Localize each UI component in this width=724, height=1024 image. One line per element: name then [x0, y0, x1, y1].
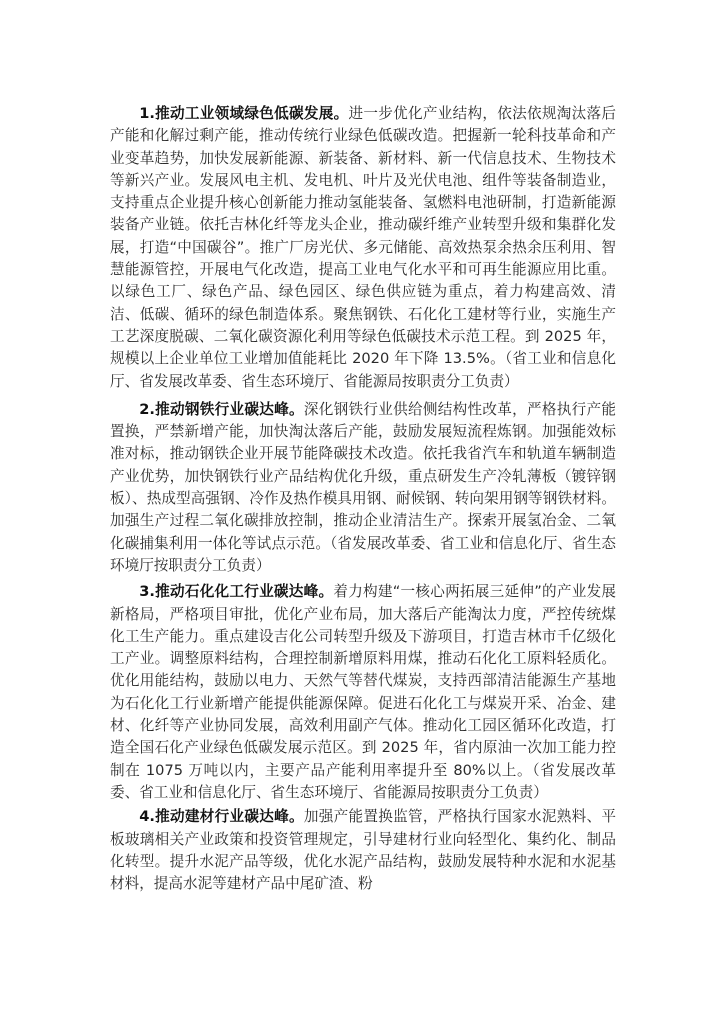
section-body-text: 加强产能置换监管，严格执行国家水泥熟料、平板玻璃相关产业政策和投资管理规定，引导建材行业向轻型化、集约化、制品化转型。提升水泥产品等级，优化水泥产品结构，鼓励发展特种水泥和水泥基材料，提高水泥等建材产品中尾矿渣、粉 — [110, 808, 616, 893]
section-body-text: 进一步优化产业结构，依法依规淘汰落后产能和化解过剩产能，推动传统行业绿色低碳改造。把握新一轮科技革命和产业变革趋势，加快发展新能源、新装备、新材料、新一代信息技术、生物技术等新兴产业。发展风电主机、发电机、叶片及光伏电池、组件等装备制造业，支持重点企业提升核心创新能力推动氢能装备、氢燃料电池研制，打造新能源装备产业链。依托吉林化纤等龙头企业，推动碳纤维产业转型升级和集群化发展，打造“中国碳谷”。推广厂房光伏、多元储能、高效热泵余热余压利用、智慧能源管控，开展电气化改造，提高工业电气化水平和可再生能源应用比重。以绿色工厂、绿色产品、绿色园区、绿色供应链为重点，着力构建高效、清洁、低碳、循环的绿色制造体系。聚焦钢铁、石化化工建材等行业，实施生产工艺深度脱碳、二氧化碳资源化利用等绿色低碳技术示范工程。到 2025 年，规模以上企业单位工业增加值能耗比 2020 年下降 13.5%。（省工业和信息化厅、省发展改革委、省生态环境厅、省能源局按职责分工负责） — [110, 105, 616, 390]
section-paragraph — [110, 399, 616, 577]
section-paragraph — [110, 806, 616, 895]
document-body — [110, 103, 616, 895]
section-paragraph — [110, 103, 616, 393]
section-body-text: 着力构建“一核心两拓展三延伸”的产业发展新格局，严格项目审批，优化产业布局，加大落后产能淘汰力度，严控传统煤化工生产能力。重点建设吉化公司转型升级及下游项目，打造吉林市千亿级化工产业。调整原料结构，合理控制新增原料用煤，推动石化化工原料轻质化。优化用能结构，鼓励以电力、天然气等替代煤炭，支持西部清洁能源生产基地为石化化工行业新增产能提供能源保障。促进石化化工与煤炭开采、冶金、建材、化纤等产业协同发展，高效利用副产气体。推动化工园区循环化改造，打造全国石化产业绿色低碳发展示范区。到 2025 年，省内原油一次加工能力控制在 1075 万吨以内，主要产品产能利用率提升至 80%以上。（省发展改革委、省工业和信息化厅、省生态环境厅、省能源局按职责分工负责） — [110, 583, 617, 801]
section-heading: 3.推动石化化工行业碳达峰。 — [139, 583, 334, 601]
section-body-text: 深化钢铁行业供给侧结构性改革，严格执行产能置换，严禁新增产能，加快淘汰落后产能，鼓励发展短流程炼钢。加强能效标准对标，推动钢铁企业开展节能降碳技术改造。依托我省汽车和轨道车辆制造产业优势，加快钢铁行业产品结构优化升级，重点研发生产冷轧薄板（镀锌钢板）、热成型高强钢、冷作及热作模具用钢、耐候钢、转向架用钢等钢铁材料。加强生产过程二氧化碳排放控制，推动企业清洁生产。探索开展氢冶金、二氧化碳捕集利用一体化等试点示范。（省发展改革委、省工业和信息化厅、省生态环境厅按职责分工负责） — [110, 400, 616, 574]
section-heading: 4.推动建材行业碳达峰。 — [139, 808, 304, 826]
section-heading: 2.推动钢铁行业碳达峰。 — [139, 400, 304, 418]
section-heading: 1.推动工业领域绿色低碳发展。 — [139, 105, 349, 122]
section-paragraph — [110, 581, 616, 804]
